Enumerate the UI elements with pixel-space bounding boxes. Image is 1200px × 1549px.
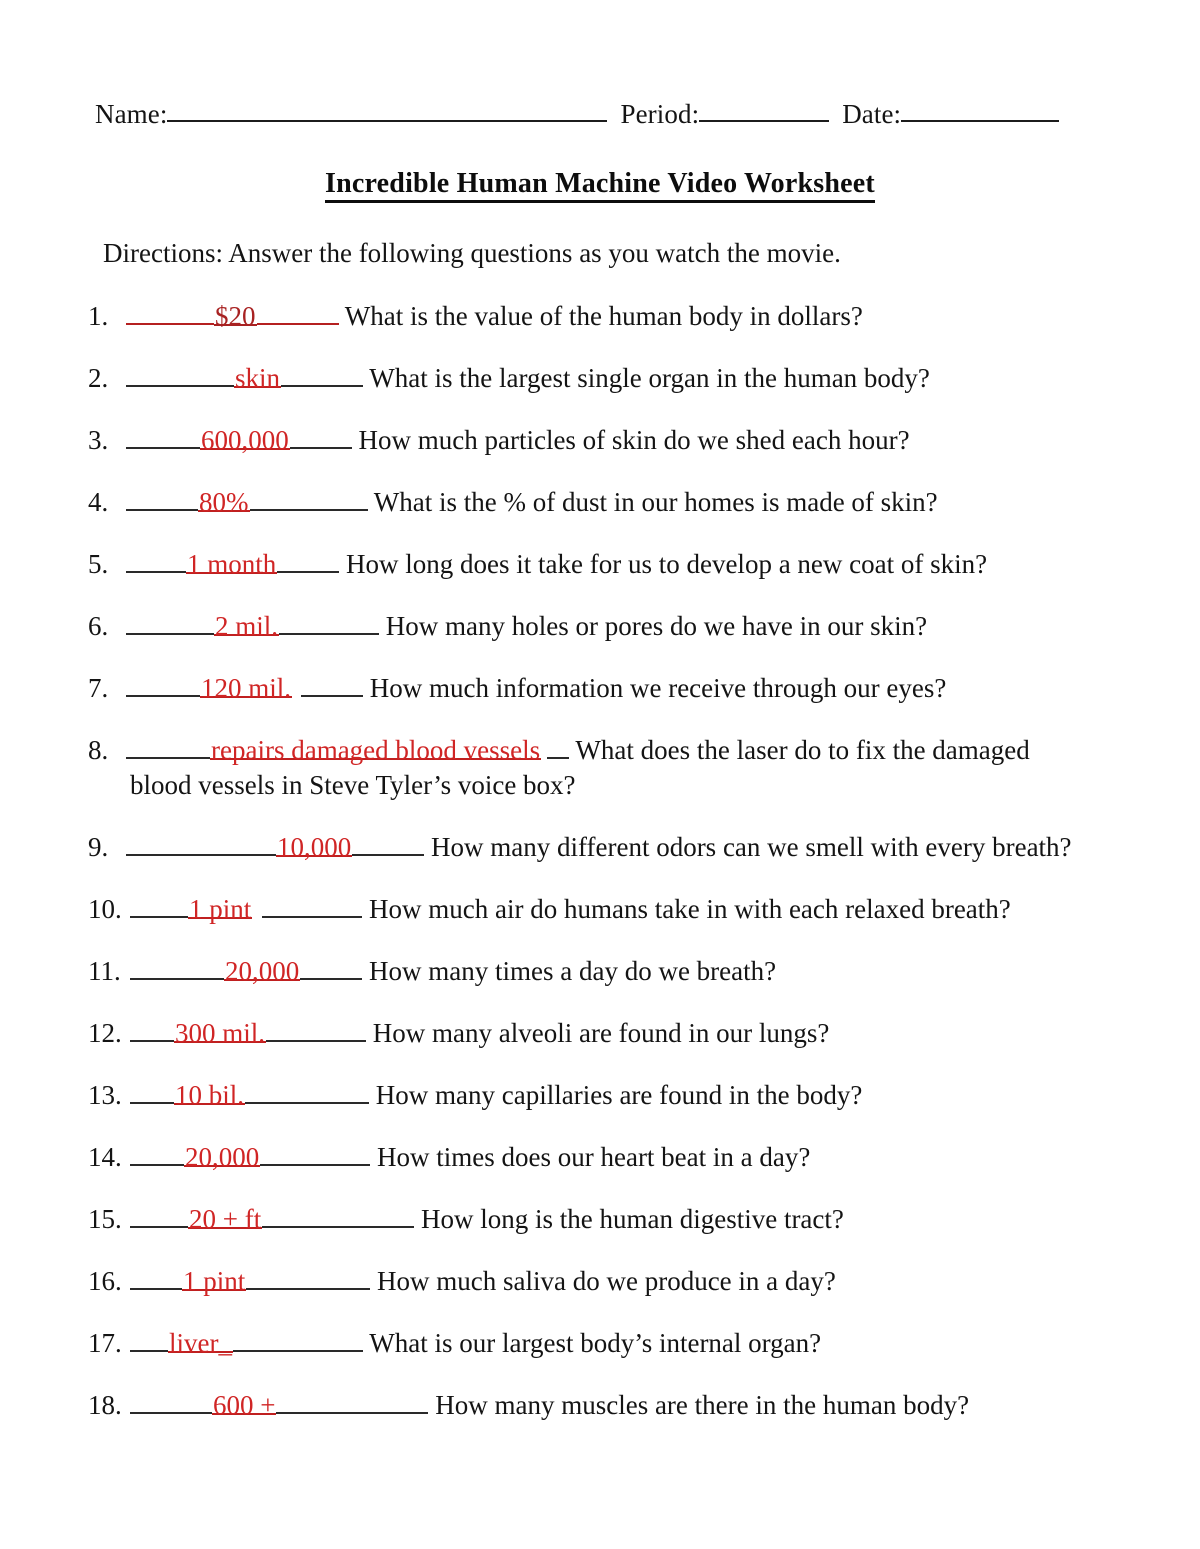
answer-blank-lead-rule <box>130 1081 174 1104</box>
question-text: How many alveoli are found in our lungs? <box>366 1018 830 1048</box>
question-number: 1. <box>88 301 109 331</box>
answer-blank-gap <box>252 897 262 918</box>
answer-blank[interactable] <box>126 300 339 333</box>
question-text: How long is the human digestive tract? <box>414 1204 844 1234</box>
question-number: 8. <box>88 735 109 765</box>
question-row <box>88 1203 1118 1236</box>
question-row <box>88 610 1118 643</box>
question-number: 10. <box>88 894 122 924</box>
question-row <box>88 486 1118 519</box>
answer-blank-lead-rule <box>130 957 224 980</box>
question-text: How times does our heart beat in a day? <box>370 1142 811 1172</box>
answer-blank[interactable] <box>126 424 352 457</box>
answer-blank-trail-rule <box>250 488 368 511</box>
answer-text[interactable]: 1 pint <box>183 1266 246 1296</box>
answer-blank[interactable] <box>126 486 368 519</box>
answer-text[interactable]: 10,000 <box>277 832 352 862</box>
question-row <box>88 1327 1118 1360</box>
question-row <box>88 548 1118 581</box>
question-row <box>88 1079 1118 1112</box>
answer-text[interactable]: 20,000 <box>185 1142 260 1172</box>
answer-blank-trail-rule <box>279 612 379 635</box>
answer-blank[interactable] <box>126 672 363 705</box>
answer-text[interactable]: 1 pint <box>189 894 252 924</box>
answer-text[interactable]: 600 + <box>213 1390 276 1420</box>
question-row <box>88 831 1118 864</box>
question-row <box>88 734 1118 802</box>
question-row <box>88 1265 1118 1298</box>
answer-blank-trail-rule <box>257 302 339 325</box>
answer-blank-lead-rule <box>126 550 186 573</box>
answer-blank-trail-rule <box>266 1019 366 1042</box>
question-number: 14. <box>88 1142 122 1172</box>
answer-blank-lead-rule <box>126 302 214 325</box>
answer-blank-lead-rule <box>130 1391 212 1414</box>
question-row <box>88 424 1118 457</box>
question-number: 15. <box>88 1204 122 1234</box>
period-label: Period: <box>620 99 700 129</box>
answer-blank[interactable] <box>130 1389 428 1422</box>
answer-blank-trail-rule <box>246 1267 370 1290</box>
answer-blank[interactable] <box>130 893 362 926</box>
question-text: How many capillaries are found in the body? <box>369 1080 863 1110</box>
question-row <box>88 672 1118 705</box>
answer-blank[interactable] <box>126 548 339 581</box>
answer-blank-lead-rule <box>126 364 234 387</box>
question-text: How long does it take for us to develop a new coat of skin? <box>339 549 988 579</box>
answer-text[interactable]: 300 mil. <box>175 1018 266 1048</box>
question-list <box>88 300 1118 1451</box>
question-text: How much particles of skin do we shed each hour? <box>351 425 910 455</box>
answer-blank-trail-rule <box>547 736 569 759</box>
answer-blank-lead-rule <box>126 674 200 697</box>
answer-blank[interactable] <box>130 1327 363 1360</box>
question-number: 17. <box>88 1328 122 1358</box>
answer-blank-trail-rule <box>260 1143 370 1166</box>
answer-blank[interactable] <box>126 362 363 395</box>
answer-blank-lead-rule <box>130 1205 188 1228</box>
question-number: 16. <box>88 1266 122 1296</box>
question-text: How much air do humans take in with each relaxed breath? <box>362 894 1011 924</box>
answer-blank-trail-rule <box>262 895 362 918</box>
answer-blank-lead-rule <box>130 1143 184 1166</box>
directions-text: Directions: Answer the following questions as you watch the movie. <box>103 238 841 268</box>
page-title <box>0 168 1200 200</box>
question-text: What is the largest single organ in the human body? <box>363 363 930 393</box>
question-text: What does the laser do to fix the damaged <box>569 735 1030 765</box>
question-row <box>88 893 1118 926</box>
question-number: 18. <box>88 1390 122 1420</box>
answer-blank[interactable] <box>126 610 379 643</box>
question-number: 12. <box>88 1018 122 1048</box>
answer-blank-trail-rule <box>245 1081 369 1104</box>
question-row <box>88 1017 1118 1050</box>
answer-blank-lead-rule <box>130 1267 182 1290</box>
name-label: Name: <box>95 99 168 129</box>
answer-blank[interactable] <box>130 955 362 988</box>
answer-text[interactable]: 1 month <box>187 549 277 579</box>
question-number: 3. <box>88 425 109 455</box>
question-text: What is our largest body’s internal organ? <box>362 1328 822 1358</box>
answer-blank[interactable] <box>130 1265 370 1298</box>
answer-blank-lead-rule <box>126 426 200 449</box>
answer-text[interactable]: 600,000 <box>201 425 289 455</box>
question-text: What is the % of dust in our homes is made of skin? <box>367 487 938 517</box>
question-row <box>88 1389 1118 1422</box>
answer-text[interactable]: 120 mil. <box>201 673 292 703</box>
question-number: 9. <box>88 832 109 862</box>
answer-text[interactable]: repairs damaged blood vessels <box>211 735 541 765</box>
answer-blank-lead-rule <box>130 1019 174 1042</box>
answer-blank-trail-rule <box>262 1205 414 1228</box>
question-text: How many times a day do we breath? <box>362 956 777 986</box>
answer-blank[interactable] <box>130 1079 369 1112</box>
answer-text[interactable]: liver_ <box>169 1328 232 1358</box>
answer-blank-trail-rule <box>233 1329 363 1352</box>
answer-blank[interactable] <box>130 1017 366 1050</box>
answer-blank-lead-rule <box>130 895 188 918</box>
date-input-rule[interactable] <box>901 100 1059 122</box>
answer-blank[interactable] <box>126 734 569 767</box>
answer-text[interactable]: $20 <box>215 301 256 331</box>
answer-blank[interactable] <box>126 831 424 864</box>
question-row <box>88 362 1118 395</box>
question-text-line2: blood vessels in Steve Tyler’s voice box? <box>130 770 576 800</box>
question-number: 2. <box>88 363 109 393</box>
question-text: How many muscles are there in the human body? <box>428 1390 970 1420</box>
answer-blank-lead-rule <box>126 612 214 635</box>
answer-blank-lead-rule <box>130 1329 168 1352</box>
question-number: 13. <box>88 1080 122 1110</box>
period-input-rule[interactable] <box>699 100 829 122</box>
question-text: How much information we receive through our eyes? <box>363 673 947 703</box>
answer-text[interactable]: 20 + ft <box>189 1204 262 1234</box>
answer-blank-lead-rule <box>126 488 198 511</box>
question-row <box>88 955 1118 988</box>
answer-blank-trail-rule <box>301 674 363 697</box>
question-number: 4. <box>88 487 109 517</box>
answer-text[interactable]: 2 mil. <box>215 611 279 641</box>
answer-text[interactable]: 10 bil. <box>175 1080 245 1110</box>
answer-blank-trail-rule <box>300 957 362 980</box>
answer-text[interactable]: 20,000 <box>225 956 300 986</box>
answer-blank[interactable] <box>130 1203 414 1236</box>
question-number: 6. <box>88 611 109 641</box>
question-number: 7. <box>88 673 109 703</box>
page-title-text: Incredible Human Machine Video Worksheet <box>325 168 875 203</box>
answer-blank-trail-rule <box>277 550 339 573</box>
answer-blank-gap <box>292 676 301 697</box>
answer-blank[interactable] <box>130 1141 370 1174</box>
student-info-header <box>95 97 1105 131</box>
answer-blank-lead-rule <box>126 833 276 856</box>
question-text: How many different odors can we smell with every breath? <box>424 832 1072 862</box>
answer-blank-trail-rule <box>276 1391 428 1414</box>
name-input-rule[interactable] <box>167 100 607 122</box>
question-row <box>88 1141 1118 1174</box>
question-row <box>88 300 1118 333</box>
question-number: 5. <box>88 549 109 579</box>
answer-blank-trail-rule <box>281 364 363 387</box>
answer-text[interactable]: skin <box>235 363 281 393</box>
date-label: Date: <box>842 99 902 129</box>
question-text: How much saliva do we produce in a day? <box>370 1266 836 1296</box>
question-text: What is the value of the human body in dollars? <box>338 301 863 331</box>
answer-blank-trail-rule <box>290 426 352 449</box>
answer-text[interactable]: 80% <box>199 487 249 517</box>
question-text: How many holes or pores do we have in our skin? <box>379 611 928 641</box>
answer-blank-trail-rule <box>352 833 424 856</box>
question-number: 11. <box>88 956 121 986</box>
answer-blank-lead-rule <box>126 736 210 759</box>
